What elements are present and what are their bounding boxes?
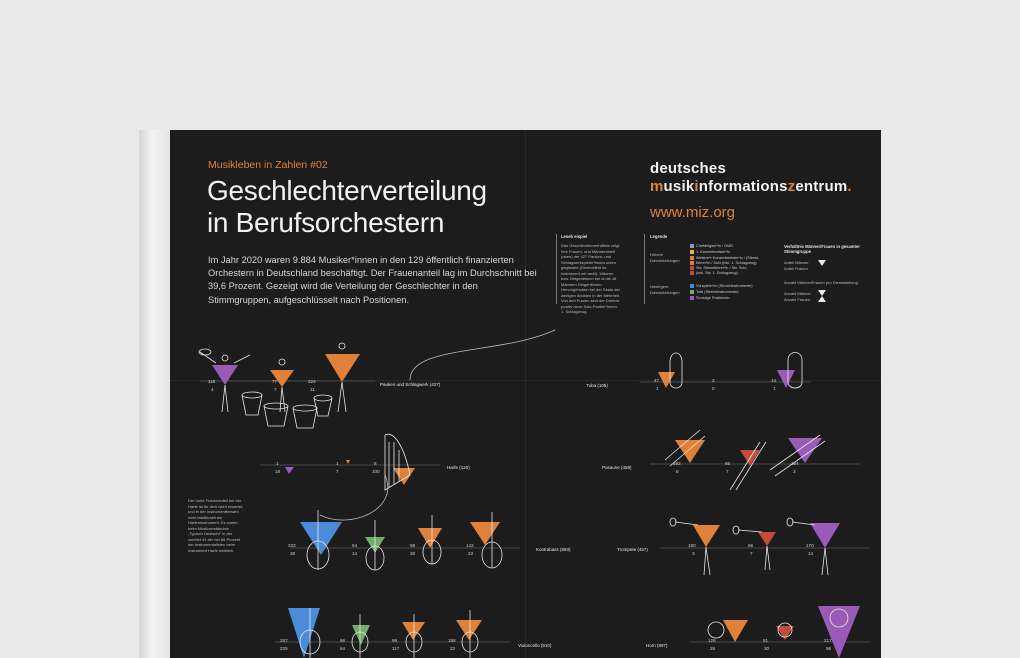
number-label: 1	[773, 386, 776, 391]
number-label: 77	[272, 379, 278, 384]
number-label: 7	[726, 469, 729, 474]
number-label: 217	[824, 638, 832, 643]
harfe-figures	[285, 434, 415, 490]
label-violoncello: Violoncello (910)	[518, 643, 552, 648]
tuba-figures	[658, 353, 802, 389]
label-harfe: Harfe (120)	[447, 465, 470, 470]
legend-item-label: Stv. Stimmführer*in / Stv. Solo	[696, 266, 747, 270]
number-label: 14	[352, 551, 358, 556]
number-label: 3	[793, 469, 796, 474]
legend-glyphs	[818, 260, 826, 302]
legend-heading: Legende	[650, 234, 668, 239]
number-label: 11	[310, 387, 315, 392]
number-label: 7	[336, 469, 339, 474]
number-label: 28	[710, 646, 716, 651]
number-label: 224	[308, 379, 316, 384]
number-label: 126	[708, 638, 716, 643]
label-posaune: Posaune (459)	[602, 465, 632, 470]
number-label: 117	[392, 646, 400, 651]
reading-example-heading: Leseb eispiel	[561, 234, 588, 239]
number-label: 192	[673, 461, 681, 466]
number-label: 47	[654, 378, 660, 383]
men-count-label: Anzahl Männer	[784, 291, 811, 296]
number-label: 7	[274, 387, 277, 392]
legend-item-label: (inkl. Stv. 1. Schlagzeug)	[696, 271, 738, 275]
website-url: www.miz.org	[650, 204, 736, 221]
women-share-label: Anteil Frauen	[784, 266, 808, 271]
number-label: 2	[712, 378, 715, 383]
infographic-poster	[170, 130, 881, 658]
number-label: 180	[688, 543, 696, 548]
number-label: 1	[336, 461, 339, 466]
number-label: 0	[712, 386, 715, 391]
number-label: 225	[280, 646, 288, 651]
number-label: 8	[676, 469, 679, 474]
number-label: 96	[392, 638, 398, 643]
poster-paper-edge	[139, 130, 173, 658]
number-label: 14	[808, 551, 814, 556]
number-label: 233	[288, 543, 296, 548]
men-share-label: Anteil Männer	[784, 260, 809, 265]
number-label: 96	[826, 646, 832, 651]
legend-item-label: Tutti (Streichinstrumente)	[696, 290, 739, 294]
number-label: 66	[748, 543, 754, 548]
legend-item-label: Chefdirigent*in / GMD	[696, 244, 733, 248]
number-label: 198	[448, 638, 456, 643]
number-label: 64	[340, 646, 346, 651]
label-pauken: Pauken und Schlagwerk (427)	[380, 382, 441, 387]
number-label: 100	[372, 469, 380, 474]
intro-text: Im Jahr 2020 waren 9.884 Musiker*innen in den 129 öffentlich finanzierten Orchestern in Deutschland beschäftigt. Der Frauenanteil lag im Durchschnitt bei 39,6 Prozent. Gezeigt wird die Verteilung der Geschlechter in den Stimmgruppen, aufgeschlüsselt nach Positionen.	[208, 255, 537, 305]
label-trompete: Trompete (457)	[617, 547, 648, 552]
posaune-figures	[665, 430, 825, 490]
legend-item-label: Sonstige Positionen	[696, 296, 730, 300]
number-label: 14	[771, 378, 777, 383]
number-label: 38	[290, 551, 296, 556]
harp-side-note: Der hohe Frauenanteil bei der Harfe ist für dich nicht erwartet, und in der Instrumentenwahl nicht traditionell ein Harfeninstrument. Es waren beim Musikverständnis „Typisch Deutsch!“ in der vorletzt 44 der bei 86 Prozent der Instrumentalisten beim Instrument Harfe weiblich.	[188, 498, 244, 553]
title-line-1: Geschlechterverteilung	[207, 175, 487, 206]
number-label: 23	[468, 551, 474, 556]
label-horn: Horn (897)	[646, 643, 668, 648]
connector-line	[320, 475, 388, 520]
count-heading: Anzahl Männer/Frauen pro Dienststellung	[784, 280, 858, 285]
number-label: 170	[806, 543, 814, 548]
number-label: 81	[763, 638, 769, 643]
number-label: 6	[374, 461, 377, 466]
women-count-label: Anzahl Frauen	[784, 297, 811, 302]
number-label: 22	[450, 646, 456, 651]
number-label: 30	[410, 551, 416, 556]
number-label: 94	[352, 543, 358, 548]
number-label: 287	[280, 638, 288, 643]
legend-group-high: Höhere Dienststellungen	[650, 252, 680, 263]
number-label: 4	[211, 387, 214, 392]
pauken-figures	[199, 343, 360, 428]
number-label: 3	[692, 551, 695, 556]
number-label: 1	[276, 461, 279, 466]
number-label: 1	[656, 386, 659, 391]
reading-example-text: Das Geschlechterverhältnis zeigt Ihre Frauen- und Männeranteil (oben) der 427 Pauken- und Schlagwerkspieler*innen unten gegliedert (Dreieckfeld im Instrument mit weiß). Männer bzw. Dirigentinnen bei di die 48 Männern Dirigentinnen. Hervorgehoben bei der Skala der wenigen doublen in der Mehrheit. Von den Frauen sind der Dreieck positiv neun Solo-Pauker*innen 1. Schlagzeug.	[561, 243, 621, 314]
legend-item-label: führer*in / Solo (inkl. 1. Schlagzeug)	[696, 261, 757, 265]
label-tuba: Tuba (105)	[586, 383, 608, 388]
legend-item-label: 1. Konzertmeister*in	[696, 250, 731, 254]
label-kontrabass: Kontrabass (893)	[536, 547, 571, 552]
number-label: 18	[275, 469, 281, 474]
poster-kicker: Musikleben in Zahlen #02	[208, 159, 328, 171]
connector-line	[410, 330, 555, 380]
ratio-heading: Verhältnis Männer/Frauen in gesamter Stimmgruppe	[784, 244, 860, 254]
orchestra-illustration	[170, 130, 881, 658]
horn-figures	[708, 606, 860, 658]
logo-line-2: musikinformationszentrum.	[650, 178, 852, 195]
legend-item-label: Weitere*r Konzertmeister*in / (Stimm-	[696, 256, 760, 260]
number-label: 65	[725, 461, 731, 466]
number-label: 30	[764, 646, 770, 651]
number-label: 66	[340, 638, 346, 643]
number-label: 184	[791, 461, 799, 466]
number-label: 98	[410, 543, 416, 548]
legend-item-label: Vorspieler*in (Streichinstrumente)	[696, 284, 753, 288]
title-line-2: in Berufsorchestern	[207, 207, 445, 238]
legend-group-low: Niedrigere Dienststellungen	[650, 284, 680, 295]
number-label: 7	[750, 551, 753, 556]
logo-line-1: deutsches	[650, 160, 726, 177]
number-label: 118	[208, 379, 216, 384]
number-label: 142	[466, 543, 474, 548]
